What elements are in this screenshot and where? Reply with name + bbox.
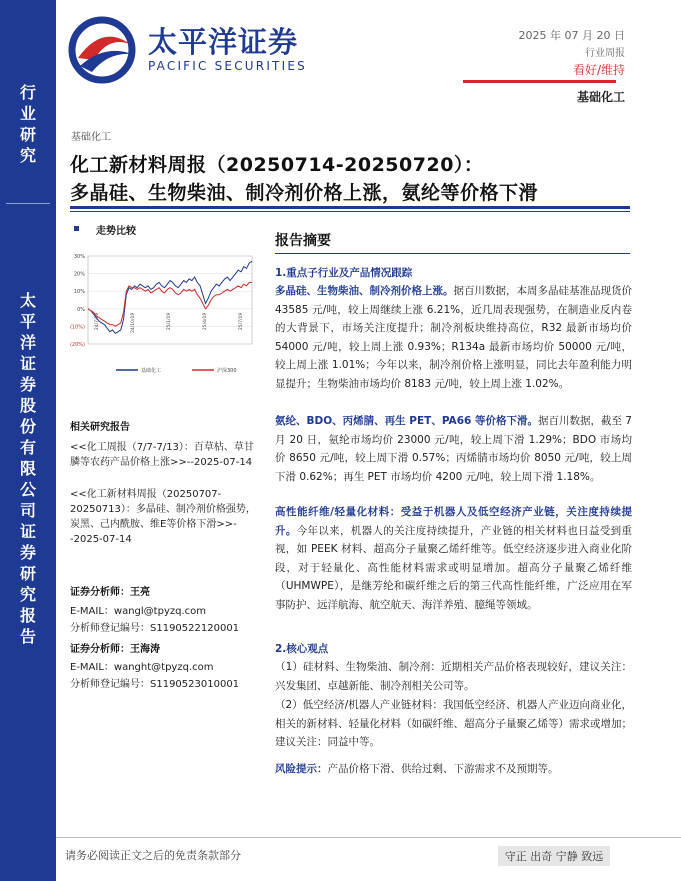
analyst-2-name: 证券分析师：王海涛 [70, 644, 160, 655]
logo-name-cn: 太平洋证券 [148, 25, 299, 59]
chart-y-tick-label: (10%) [69, 324, 85, 331]
logo-name-en: PACIFIC SECURITIES [148, 59, 307, 73]
title-rule-thin [70, 211, 630, 212]
summary-rule [275, 253, 630, 254]
analyst-1-cert: 分析师登记编号：S1190522120001 [70, 623, 240, 634]
page-title-line2: 多晶硅、生物柴油、制冷剂价格上涨，氨纶等价格下滑 [70, 182, 539, 204]
sidebar-divider [6, 203, 50, 204]
risk-warning [275, 760, 632, 779]
logo-emblem-icon [64, 14, 144, 84]
analyst-2-email[interactable]: E-MAIL：wanght@tpyzq.com [70, 662, 214, 673]
trend-chart [66, 246, 262, 386]
related-report-link-2[interactable]: <<化工新材料周报（20250707-20250713）：多晶硅、制冷剂价格强势，炭黑、己内酰胺、维E等价格下滑>>--2025-07-14 [70, 489, 256, 545]
sector-label: 基础化工 [576, 90, 625, 104]
chart-x-tick-label: 24/10/19 [131, 312, 136, 334]
risk-text: 产品价格下滑、供给过剩、下游需求不及预期等。 [327, 763, 559, 775]
header-rule [463, 80, 616, 83]
chart-y-tick-label: 20% [73, 271, 85, 278]
summary-paragraph-1 [275, 282, 632, 393]
chart-y-tick-label: (20%) [69, 342, 85, 348]
sidebar-top-label: 行业研究 [19, 83, 36, 165]
title-rule [70, 206, 630, 209]
section-marker-icon [74, 226, 79, 231]
chart-y-tick-label: 0% [77, 306, 85, 313]
chart-x-tick-label: 25/1/19 [167, 312, 172, 331]
paragraph-1-highlight: 多晶硅、生物柴油、制冷剂价格上涨。 [275, 285, 454, 297]
summary-section-1-heading: 1.重点子行业及产品情况跟踪 [275, 267, 413, 279]
paragraph-1-text: 据百川数据，本周多晶硅基准品现货价 43585 元/吨，较上周继续上涨 6.21%，近几周表现强势，在制造业反内卷的大背景下，市场关注度提升；制冷剂板块维持高位，R32 最新市场均价 54000 元/吨，较上周上涨 0.93%；R134a 最新市场均价 50000 元/吨，较上周上涨 1.01%；今年以来，制冷剂价格上涨明显，同比去年盈利能力明显提升；生物柴油市场均价 8183 元/吨，较上周上涨 1.02%。 [275, 285, 632, 390]
trend-section-label: 走势比较 [96, 226, 136, 237]
paragraph-3-text: 今年以来，机器人的关注度持续提升，产业链的相关材料也日益受到重视，如 PEEK 材料、超高分子量聚乙烯纤维等。低空经济逐步进入商业化阶段，对于轻量化、高性能材料需求或明显增加。超高分子量聚乙烯纤维（UHMWPE），是继芳纶和碳纤维之后的第三代高性能纤维，广泛应用在军事防护、远洋航海、航空航天、海洋养殖、臆绳等领域。 [275, 524, 632, 611]
chart-y-tick-label: 30% [73, 254, 85, 260]
paragraph-2-text: 据百川数据，截至 7 月 20 日，氨纶市场均价 23000 元/吨，较上周下滑 1.29%；BDO 市场均价 8650 元/吨，较上周下滑 0.57%；丙烯腈市场均价 8050 元/吨，较上周下滑 0.62%；再生 PET 市场均价 4200 元/吨，较上周下滑 1.18%。 [275, 415, 632, 483]
chart-x-tick-label: 25/7/19 [239, 312, 244, 331]
analyst-1-name: 证券分析师：王亮 [70, 587, 150, 598]
related-reports-label: 相关研究报告 [70, 422, 130, 433]
disclaimer-note: 请务必阅读正文之后的免责条款部分 [65, 849, 241, 862]
rating-label: 看好/维持 [572, 63, 625, 77]
chart-y-tick-labels [70, 254, 85, 348]
paragraph-2-highlight: 氨纶、BDO、丙烯腈、再生 PET、PA66 等价格下滑。 [275, 415, 538, 427]
chart-x-tick-labels [94, 313, 244, 333]
chart-legend-label: 基础化工 [141, 368, 162, 374]
company-logo [64, 14, 307, 84]
breadcrumb: 基础化工 [71, 132, 111, 143]
sidebar [0, 0, 56, 881]
related-report-link-1[interactable]: <<化工周报（7/7-7/13）：百草枯、草甘膦等农药产品价格上涨>>--2025-07-14 [70, 442, 254, 468]
analyst-2-cert: 分析师登记编号：S1190523010001 [70, 679, 240, 690]
chart-x-tick-label: 25/4/19 [203, 312, 208, 331]
paragraph-3-highlight: 高性能纤维/轻量化材料：受益于机器人及低空经济产业链，关注度持续提升。 [275, 506, 632, 537]
sidebar-bottom-label: 太平洋证券股份有限公司证券研究报告 [19, 291, 36, 646]
summary-title: 报告摘要 [275, 233, 331, 249]
risk-label: 风险提示： [275, 763, 328, 775]
core-view-2: （2）低空经济/机器人产业链材料：我国低空经济、机器人产业迈向商业化，相关的新材料、轻量化材料（如碳纤维、超高分子量聚乙烯等）需求或增加；建议关注：同益中等。 [275, 699, 632, 748]
chart-x-tick-label: 24/7/19 [95, 312, 100, 331]
chart-y-tick-label: 10% [73, 289, 85, 296]
core-view-1: （1）硅材料、生物柴油、制冷剂：近期相关产品价格表现较好，建议关注：兴发集团、卓越新能、制冷剂相关公司等。 [275, 661, 632, 692]
summary-section-2-heading: 2.核心观点 [275, 643, 329, 655]
chart-legend [116, 367, 237, 374]
chart-legend-label: 沪深300 [217, 368, 237, 374]
summary-paragraph-3 [275, 503, 632, 614]
summary-paragraph-2 [275, 412, 632, 486]
report-date: 2025 年 07 月 20 日 [518, 29, 625, 42]
company-motto: 守正 出奇 宁静 致远 [498, 846, 610, 866]
report-type: 行业周报 [585, 48, 625, 59]
page-title-line1: 化工新材料周报（20250714-20250720）： [70, 154, 484, 176]
analyst-1-email[interactable]: E-MAIL：wangl@tpyzq.com [70, 606, 207, 617]
footer-rule [56, 837, 681, 838]
